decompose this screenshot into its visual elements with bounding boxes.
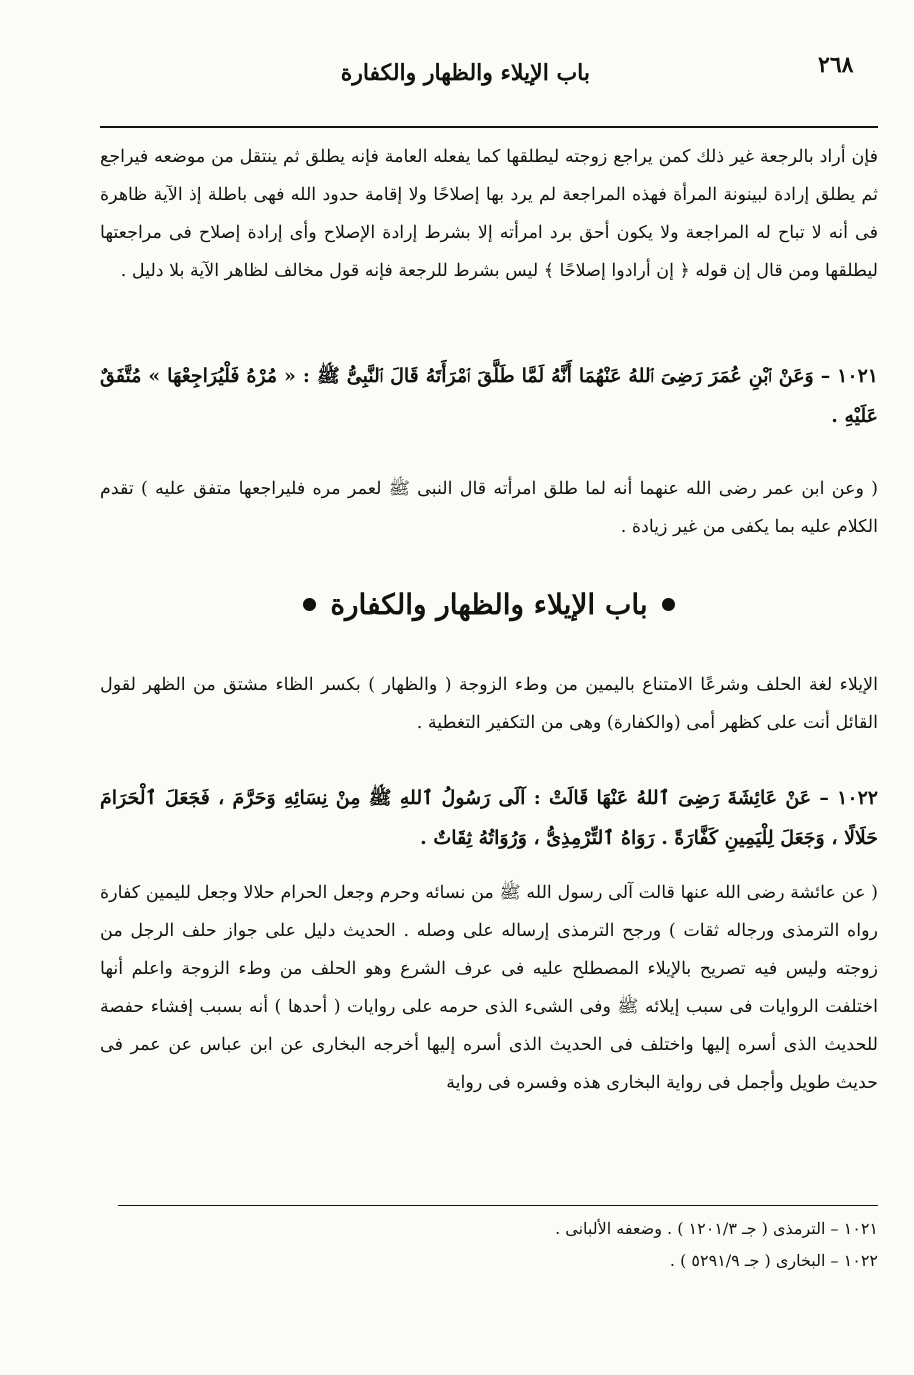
bullet-icon: [303, 598, 316, 611]
footnote-1022: ١٠٢٢ – البخارى ( جـ ٥٢٩١/٩ ) .: [669, 1251, 878, 1270]
paragraph-definition: الإيلاء لغة الحلف وشرعًا الامتناع باليمين من وطء الزوجة ( والظهار ) بكسر الظاء مشتق من الظهر لقول القائل أنت على كظهر أمى (والكفارة) وهى من التكفير التغطية .: [100, 675, 878, 733]
footnote-rule: [118, 1205, 878, 1206]
paragraph-hadith-1021-commentary: ( وعن ابن عمر رضى الله عنهما أنه لما طلق امرأته قال النبى ﷺ لعمر مره فليراجعها متفق عليه ) تقدم الكلام عليه بما يكفى من غير زيادة .: [100, 479, 878, 537]
hadith-1022: ١٠٢٢ – عَنْ عَائِشَةَ رَضِىَ ٱللهُ عَنْهَا قَالَتْ : آلَى رَسُولُ ٱللهِ ﷺ مِنْ نِسَائِهِ وَحَرَّمَ ، فَجَعَلَ ٱلْحَرَامَ حَلَالًا ، وَجَعَلَ لِلْيَمِينِ كَفَّارَةً . رَوَاهُ ٱلتِّرْمِذِىُّ ، وَرُوَاتُهُ ثِقَاتٌ .: [100, 787, 878, 849]
bullet-icon: [662, 598, 675, 611]
header-rule: [100, 126, 878, 128]
page-number: ٢٦٨: [818, 52, 854, 78]
paragraph-hadith-1022-commentary: ( عن عائشة رضى الله عنها قالت آلى رسول الله ﷺ من نسائه وحرم وجعل الحرام حلالا وجعل لليمين كفارة رواه الترمذى ورجاله ثقات ) ورجح الترمذى إرساله على وصله . الحديث دليل على جواز حلف الرجل من زوجته وليس فيه تصريح بالإيلاء المصطلح عليه فى عرف الشرع وهو الحلف من وطء الزوجة واعلم أنها اختلفت الروايات فى سبب إيلائه ﷺ وفى الشىء الذى حرمه على روايات ( أحدها ) أنه بسبب إفشاء حفصة للحديث الذى أسره إليها واختلف فى الحديث الذى أسره إليها أخرجه البخارى عن ابن عباس عن عمر فى حديث طويل وأجمل فى رواية البخارى هذه وفسره فى رواية: [100, 883, 878, 1093]
section-title-text: باب الإيلاء والظهار والكفارة: [330, 588, 648, 621]
hadith-1021: ١٠٢١ – وَعَنْ ٱبْنِ عُمَرَ رَضِىَ ٱللهُ عَنْهُمَا أَنَّهُ لَمَّا طَلَّقَ ٱمْرَأَتَهُ قَالَ ٱلنَّبِىُّ ﷺ : « مُرْهُ فَلْيُرَاجِعْهَا » مُتَّفَقٌ عَلَيْهِ .: [100, 365, 878, 427]
paragraph-reg-intent: فإن أراد بالرجعة غير ذلك كمن يراجع زوجته ليطلقها كما يفعله العامة فإنه يطلق ثم ينتقل من موضعه فيراجع ثم يطلق إرادة لبينونة المرأة فهذه المراجعة لم يرد بها إصلاحًا ولا إقامة حدود الله فهى باطلة إذ الآية ظاهرة فى أنه لا تباح له المراجعة ولا يكون أحق برد امرأته إلا بشرط إرادة الإصلاح وأى إرادة إصلاح فى مراجعتها ليطلقها ومن قال إن قوله ﴿ إن أرادوا إصلاحًا ﴾ ليس بشرط للرجعة فإنه قول مخالف لظاهر الآية بلا دليل .: [100, 147, 878, 281]
section-title: [100, 588, 878, 621]
running-header-title: باب الإيلاء والظهار والكفارة: [340, 60, 590, 86]
footnote-1021: ١٠٢١ – الترمذى ( جـ ١٢٠١/٣ ) . وضعفه الألبانى .: [555, 1219, 878, 1238]
